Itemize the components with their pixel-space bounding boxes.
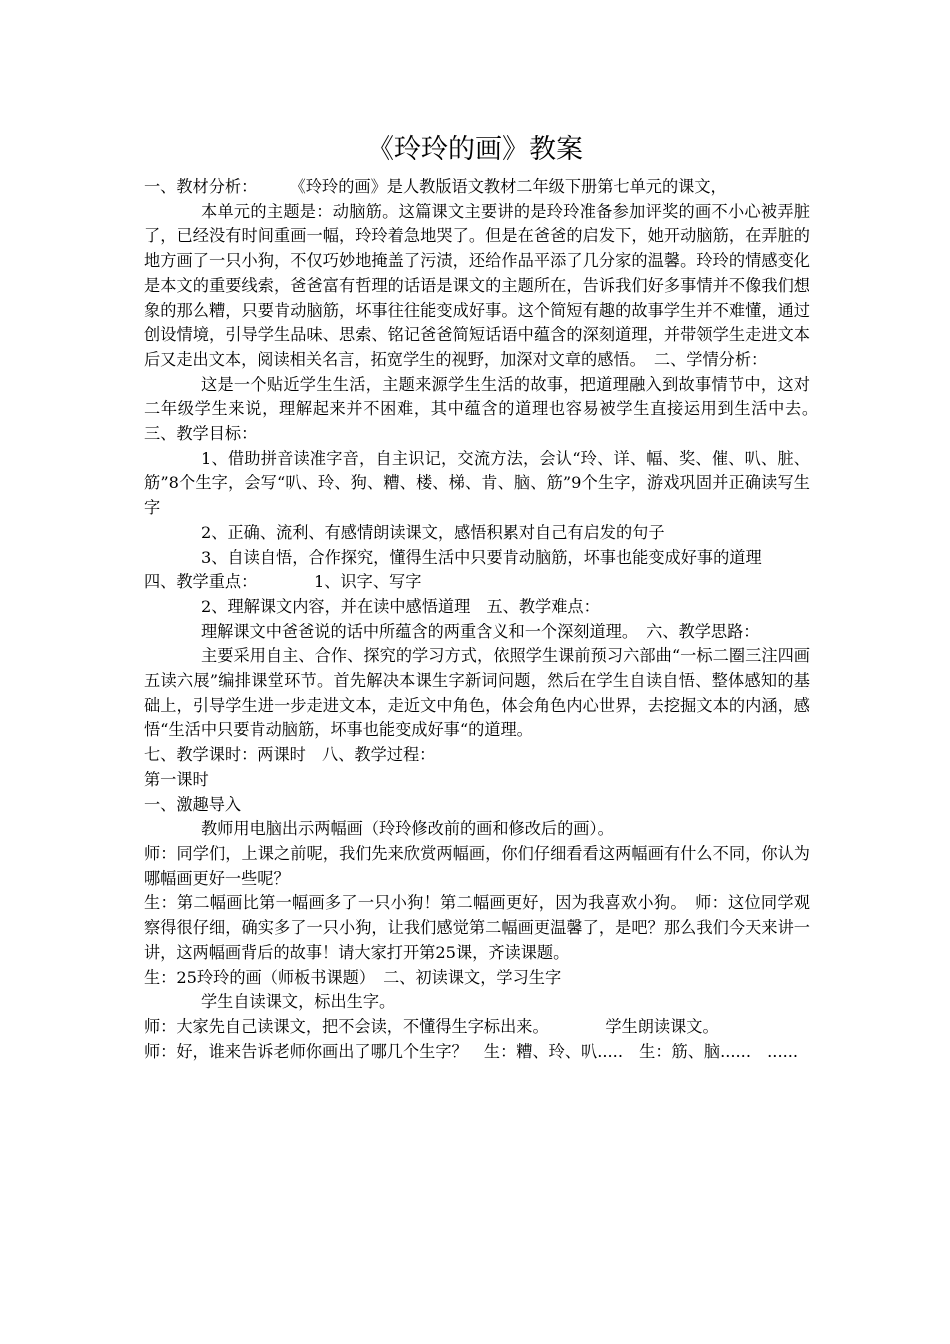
- paragraph: 本单元的主题是：动脑筋。这篇课文主要讲的是玲玲准备参加评奖的画不小心被弄脏了，已经没有时间重画一幅，玲玲着急地哭了。但是在爸爸的启发下，她开动脑筋，在弄脏的地方画了一只小狗，不仅巧妙地掩盖了污渍，还给作品平添了几分家的温馨。玲玲的情感变化是本文的重要线索，爸爸富有哲理的话语是课文的主题所在，告诉我们好多事情并不像我们想象的那么糟，只要肯动脑筋，坏事往往能变成好事。这个简短有趣的故事学生并不难懂，通过创设情境，引导学生品味、思索、铭记爸爸简短话语中蕴含的深刻道理，并带领学生走进文本后又走出文本，阅读相关名言，拓宽学生的视野，加深对文章的感悟。 二、学情分析：: [144, 201, 810, 369]
- paragraph: 理解课文中爸爸说的话中所蕴含的两重含义和一个深刻道理。 六、教学思路：: [201, 621, 760, 641]
- paragraph: 师：好，谁来告诉老师你画出了哪几个生字？ 生：糟、玲、叭..... 生：筋、脑...... ......: [144, 1041, 799, 1061]
- paragraph: 这是一个贴近学生生活，主题来源学生生活的故事，把道理融入到故事情节中，这对二年级学生来说，理解起来并不困难，其中蕴含的道理也容易被学生直接运用到生活中去。 三、教学目标：: [144, 374, 827, 444]
- paragraph: 3、自读自悟，合作探究，懂得生活中只要肯动脑筋，坏事也能变成好事的道理: [201, 547, 762, 567]
- paragraph: 教师用电脑出示两幅画（玲玲修改前的画和修改后的画）。: [201, 819, 614, 839]
- document-title: 《玲玲的画》教案: [367, 134, 583, 165]
- paragraph: 学生自读课文，标出生字。: [201, 992, 396, 1012]
- paragraph: 四、教学重点： 1、识字、写字: [144, 572, 422, 592]
- paragraph: 1、借助拼音读准字音，自主识记，交流方法，会认“玲、详、幅、奖、催、叭、脏、筋”8个生字，会写“叭、玲、狗、糟、楼、梯、肯、脑、筋”9个生字，游戏巩固并正确读写生字: [144, 448, 810, 518]
- paragraph: 主要采用自主、合作、探究的学习方式，依照学生课前预习六部曲“一标二圈三注四画五读六展”编排课堂环节。首先解决本课生字新词问题，然后在学生自读自悟、整体感知的基础上，引导学生进一步走进文本，走近文中角色，体会角色内心世界，去挖掘文本的内涵，感悟“生活中只要肯动脑筋，坏事也能变成好事“的道理。: [144, 646, 810, 740]
- paragraph: 一、激趣导入: [144, 794, 242, 814]
- paragraph: 第一课时: [144, 769, 209, 789]
- paragraph: 生：第二幅画比第一幅画多了一只小狗！第二幅画更好，因为我喜欢小狗。 师：这位同学观察得很仔细，确实多了一只小狗，让我们感觉第二幅画更温馨了，是吧？那么我们今天来讲一讲，这两幅画背后的故事！请大家打开第25课，齐读课题。: [144, 893, 810, 962]
- paragraph: 师：大家先自己读课文，把不会读，不懂得生字标出来。 学生朗读课文。: [144, 1016, 719, 1036]
- paragraph: 七、教学课时：两课时 八、教学过程：: [144, 745, 436, 765]
- paragraph: 2、理解课文内容，并在读中感悟道理 五、教学难点：: [201, 596, 600, 616]
- paragraph: 2、正确、流利、有感情朗读课文，感悟积累对自己有启发的句子: [201, 522, 665, 542]
- document-body: [144, 175, 827, 1064]
- paragraph: 师：同学们，上课之前呢，我们先来欣赏两幅画，你们仔细看看这两幅画有什么不同，你认为哪幅画更好一些呢？: [144, 843, 810, 888]
- paragraph: 生：25玲玲的画（师板书课题） 二、初读课文，学习生字: [144, 967, 562, 987]
- paragraph: 一、教材分析： 《玲玲的画》是人教版语文教材二年级下册第七单元的课文，: [144, 177, 727, 196]
